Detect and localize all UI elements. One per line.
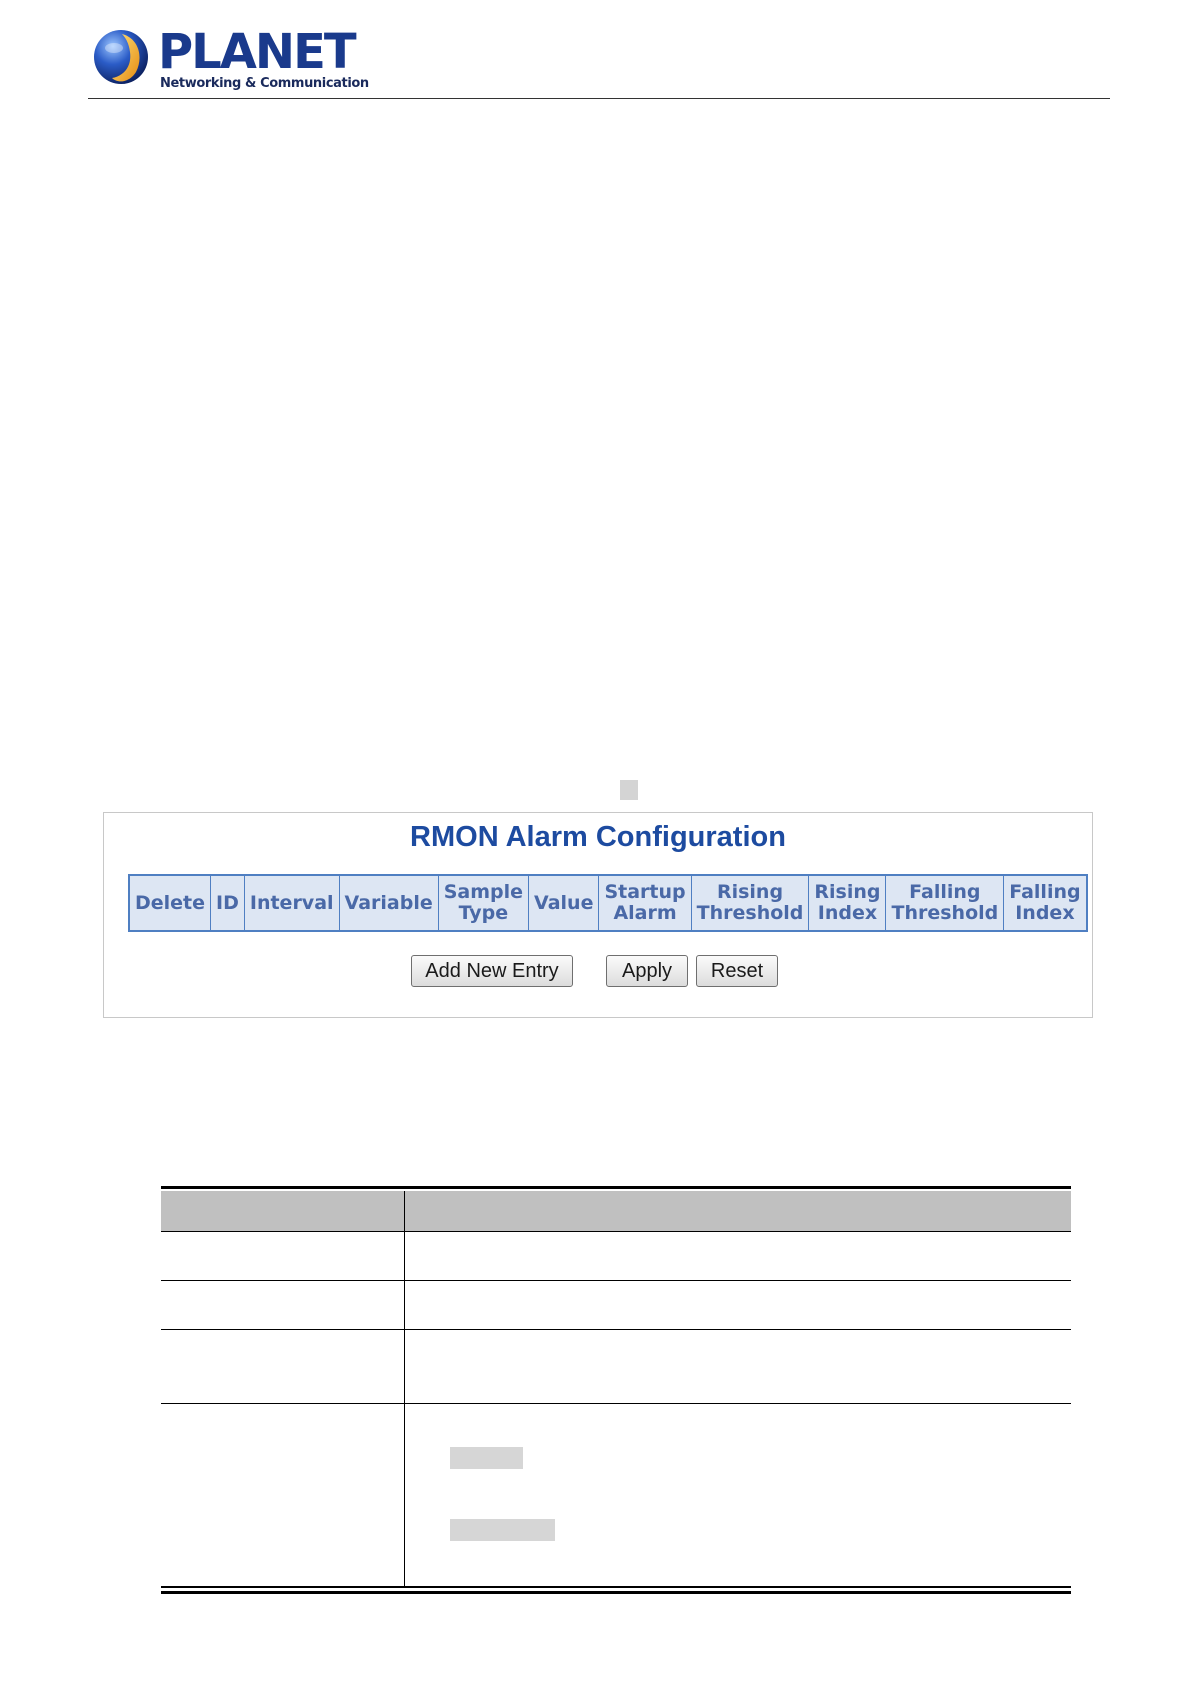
col-delete: Delete xyxy=(129,875,211,931)
description-table-header xyxy=(161,1191,1071,1232)
table-header-row xyxy=(129,875,1087,931)
col-variable: Variable xyxy=(339,875,438,931)
table-row xyxy=(161,1281,1071,1330)
globe-logo-icon xyxy=(92,28,150,86)
table-row xyxy=(161,1330,1071,1404)
reset-button[interactable]: Reset xyxy=(696,955,778,987)
panel-title: RMON Alarm Configuration xyxy=(410,821,786,853)
placeholder-square xyxy=(620,780,638,800)
col-startup-alarm: Startup Alarm xyxy=(599,875,691,931)
add-new-entry-button[interactable]: Add New Entry xyxy=(411,955,573,987)
col-falling-index: Falling Index xyxy=(1004,875,1087,931)
col-rising-threshold: Rising Threshold xyxy=(691,875,809,931)
header-divider xyxy=(88,98,1110,99)
description-table xyxy=(161,1186,1071,1594)
rmon-alarm-table xyxy=(128,874,1088,932)
col-falling-threshold: Falling Threshold xyxy=(886,875,1004,931)
col-rising-index: Rising Index xyxy=(809,875,886,931)
col-value: Value xyxy=(529,875,599,931)
col-id: ID xyxy=(211,875,245,931)
brand-tagline: Networking & Communication xyxy=(160,76,369,91)
table-row xyxy=(161,1232,1071,1281)
apply-button[interactable]: Apply xyxy=(606,955,688,987)
header-cell-object xyxy=(161,1191,405,1231)
col-interval: Interval xyxy=(244,875,339,931)
rmon-alarm-config-panel xyxy=(103,812,1093,1018)
redacted-text-bar xyxy=(450,1447,523,1469)
redacted-text-bar xyxy=(450,1519,555,1541)
col-sample-type: Sample Type xyxy=(438,875,528,931)
table-row xyxy=(161,1404,1071,1587)
table-bottom-rule xyxy=(161,1587,1071,1588)
brand-name: PLANET xyxy=(158,24,355,80)
planet-logo xyxy=(90,24,369,94)
header-cell-description xyxy=(405,1191,1071,1231)
